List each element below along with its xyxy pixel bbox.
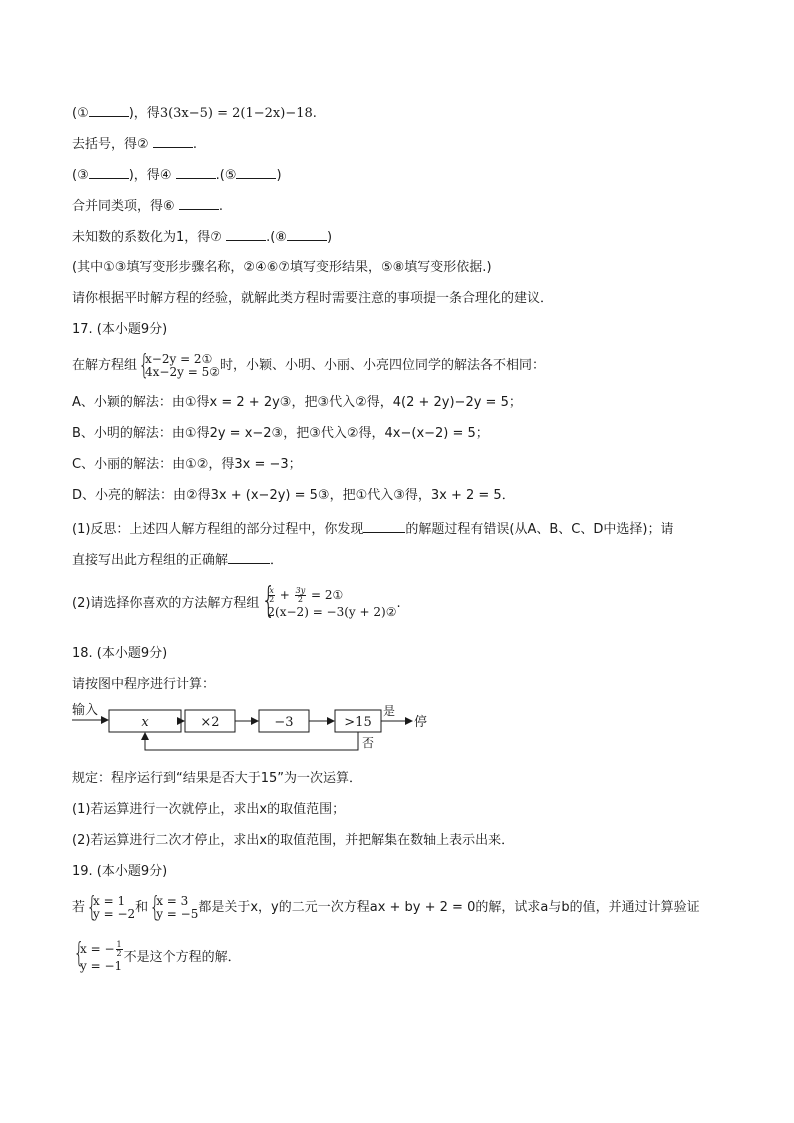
- flow-box-gt15-label: >15: [344, 715, 372, 730]
- circle-1: ①: [77, 106, 89, 121]
- period: .: [312, 106, 317, 121]
- flow-box-minus3-label: −3: [274, 715, 294, 730]
- paren-open: (: [72, 168, 78, 183]
- blank-1: [89, 104, 129, 117]
- q19-pre: 若: [72, 900, 86, 915]
- circle-4: ④: [159, 168, 172, 183]
- q17-intro-pre: 在解方程组: [72, 358, 138, 373]
- step-5-label: 未知数的系数化为1，得: [72, 230, 211, 245]
- blank-4: [176, 166, 216, 179]
- circle-6: ⑥: [163, 199, 175, 214]
- circle-5: ⑤: [224, 168, 237, 183]
- q19-s3-y: y = −1: [80, 959, 123, 973]
- q17-part2-eq1: [267, 587, 396, 604]
- q17-part1b-pre: 直接写出此方程组的正确解: [72, 553, 229, 568]
- q19-solution-3: [72, 941, 124, 974]
- q18-rule: 规定：程序运行到“结果是否大于15”为一次运算．: [72, 771, 363, 786]
- circle-8: ⑧: [275, 230, 287, 245]
- period: .: [218, 199, 223, 214]
- q19-and: 和: [135, 900, 149, 915]
- step-1-line: [72, 104, 317, 123]
- step-2-label: 去括号，得: [72, 137, 138, 152]
- q17-part2-system: [259, 587, 396, 620]
- eq1-tail: = 2①: [307, 588, 344, 602]
- q17-part1-line2: [72, 551, 283, 570]
- q17-system: [137, 353, 220, 379]
- q18-header: 18. (本小题9分): [72, 646, 168, 661]
- q17-system-eq1: { x−2y = 2①: [145, 351, 213, 366]
- program-flowchart: [72, 700, 442, 760]
- q17-blank-b: [228, 551, 270, 564]
- paren-open: (: [72, 106, 78, 121]
- q17-option-b: B、小明的解法：由①得2y = x−2③，把③代入②得，4x−(x−2) = 5；: [72, 426, 489, 441]
- circle-2: ②: [137, 137, 149, 152]
- period: ．: [270, 553, 284, 568]
- numerator: { x: [269, 586, 274, 595]
- q19-s2-y: y = −5: [156, 906, 199, 921]
- circle-3: ③: [77, 168, 89, 183]
- q19-solution-1: [85, 895, 135, 921]
- flow-box-times2-label: ×2: [200, 715, 220, 730]
- q19-s1-x: { x = 1: [93, 893, 126, 908]
- q17-part1-pre: (1)反思：上述四人解方程组的部分过程中，你发现: [72, 522, 364, 537]
- q19-solution-2: [148, 895, 198, 921]
- q17-part1-post: 的解题过程有错误(从A、B、C、D中选择)；请: [405, 522, 674, 537]
- q19-s2-x: { x = 3: [156, 893, 189, 908]
- step-3-label: )，得: [128, 168, 160, 183]
- q19-verify: [72, 940, 241, 976]
- step-4-label: 合并同类项，得: [72, 199, 164, 214]
- step-3-line: [72, 166, 282, 185]
- q17-option-a: A、小颖的解法：由①得x = 2 + 2y③，把③代入②得，4(2 + 2y)−2y = 5；: [72, 395, 522, 410]
- fraction: [116, 941, 123, 958]
- numerator: 1: [116, 940, 122, 949]
- q17-option-d: D、小亮的解法：由②得3x + (x−2y) = 5③，把①代入③得，3x + 2 = 5．: [72, 488, 515, 503]
- q18-part2: (2)若运算进行二次才停止，求出x的取值范围，并把解集在数轴上表示出来．: [72, 833, 515, 848]
- q19-s1-y: y = −2: [93, 906, 136, 921]
- q19-post: 都是关于x，y的二元一次方程ax + by + 2 = 0的解，试求a与b的值，并通过计算验证: [198, 900, 700, 915]
- q17-part2-pre: (2)请选择你喜欢的方法解方程组: [72, 596, 260, 611]
- fraction: [268, 587, 275, 604]
- blank-2: [153, 135, 193, 148]
- suggestion-prompt: 请你根据平时解方程的经验，就解此类方程时需要注意的事项提一条合理化的建议．: [72, 291, 554, 306]
- q17-intro-post: 时，小颖、小明、小丽、小亮四位同学的解法各不相同：: [219, 358, 545, 373]
- flow-loop-back: [145, 732, 358, 750]
- q17-part1-line1: [72, 520, 673, 539]
- circle-7: ⑦: [210, 230, 222, 245]
- denominator: 2: [116, 949, 122, 958]
- q17-part2: [72, 584, 401, 624]
- q17-blank-a: [363, 520, 405, 533]
- step-2-line: [72, 135, 197, 154]
- flow-no-label: 否: [362, 736, 375, 750]
- q19-s3-x: [80, 941, 124, 958]
- plus: +: [275, 588, 294, 602]
- blank-5: [236, 166, 276, 179]
- separator: .(: [215, 168, 225, 183]
- q17-header: 17. (本小题9分): [72, 322, 168, 337]
- q17-intro: [72, 352, 545, 380]
- q19-tail: 不是这个方程的解．: [123, 950, 241, 965]
- denominator: 2: [297, 595, 303, 604]
- blank-7: [226, 228, 266, 241]
- flow-yes-label: 是: [383, 704, 396, 718]
- paren-close: ): [326, 230, 333, 245]
- paren-close: ): [276, 168, 282, 183]
- step-1-equation: 3(3x−5) = 2(1−2x)−18: [159, 106, 313, 121]
- q17-option-c: C、小丽的解法：由①②，得3x = −3；: [72, 457, 302, 472]
- period: .: [396, 596, 401, 611]
- q17-part2-eq2: 2(x−2) = −3(y + 2)②: [267, 605, 397, 619]
- step-4-line: [72, 197, 223, 216]
- period: .: [192, 137, 197, 152]
- step-1-label: )，得: [128, 106, 160, 121]
- blank-8: [287, 228, 327, 241]
- instructions-note: (其中①③填写变形步骤名称，②④⑥⑦填写变形结果，⑤⑧填写变形依据.): [72, 260, 492, 275]
- q19-s3-x-pre: x = −: [80, 942, 115, 956]
- q19-header: 19. (本小题9分): [72, 864, 168, 879]
- q19-statement: [72, 894, 700, 922]
- fraction: [295, 587, 307, 604]
- blank-3: [89, 166, 129, 179]
- flow-stop-label: 停: [414, 715, 428, 730]
- flow-box-x-label: x: [141, 715, 149, 730]
- q18-part1: (1)若运算进行一次就停止，求出x的取值范围；: [72, 802, 346, 817]
- blank-6: [179, 197, 219, 210]
- separator: .(: [266, 230, 276, 245]
- numerator: 3y: [295, 586, 306, 595]
- denominator: 2: [269, 595, 275, 604]
- step-5-line: [72, 228, 332, 247]
- q18-intro: 请按图中程序进行计算：: [72, 677, 216, 692]
- q17-system-eq2: 4x−2y = 5②: [145, 364, 220, 379]
- flow-input-label: 输入: [72, 703, 99, 718]
